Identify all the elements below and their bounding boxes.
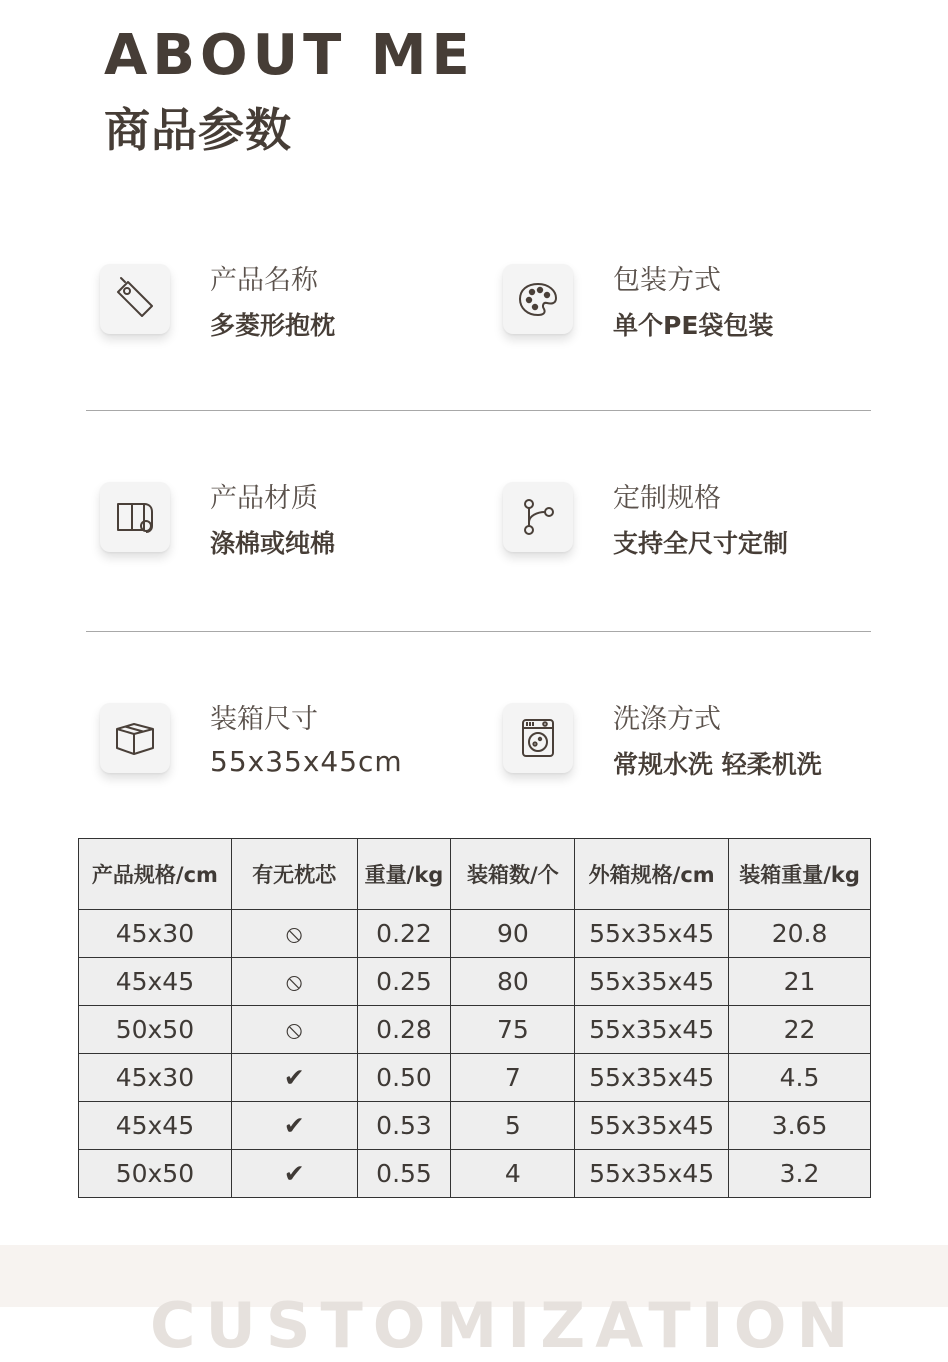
table-cell: 50x50: [79, 1006, 232, 1054]
spec-washing: [503, 703, 883, 803]
column-header: 产品规格/cm: [79, 839, 232, 910]
column-header: 外箱规格/cm: [575, 839, 729, 910]
table-cell: 55x35x45: [575, 1102, 729, 1150]
table-cell: 0.25: [357, 958, 451, 1006]
table-cell: 7: [451, 1054, 575, 1102]
table-cell: 3.65: [729, 1102, 871, 1150]
branch-icon: [503, 482, 573, 552]
spec-value: 55x35x45cm: [210, 745, 403, 778]
check-icon: ✔: [231, 1054, 357, 1102]
no-core-icon: ⦸: [231, 910, 357, 958]
box-icon: [100, 703, 170, 773]
table-cell: 55x35x45: [575, 1054, 729, 1102]
title-chinese: 商品参数: [104, 103, 292, 157]
spec-carton-size: [100, 703, 480, 803]
no-core-icon: ⦸: [231, 958, 357, 1006]
divider: [86, 631, 871, 632]
table-cell: 45x30: [79, 910, 232, 958]
spec-packaging: [503, 264, 883, 364]
table-cell: 0.50: [357, 1054, 451, 1102]
table-cell: 21: [729, 958, 871, 1006]
price-tag-icon: [100, 264, 170, 334]
table-cell: 45x30: [79, 1054, 232, 1102]
customization-banner: [0, 1245, 948, 1362]
spec-label: 产品材质: [210, 483, 318, 514]
washing-machine-icon: [503, 703, 573, 773]
table-cell: 90: [451, 910, 575, 958]
spec-label: 包装方式: [613, 265, 721, 296]
fabric-roll-icon: [100, 482, 170, 552]
table-cell: 22: [729, 1006, 871, 1054]
spec-label: 洗涤方式: [613, 704, 721, 735]
table-row: [79, 958, 871, 1006]
spec-value: 支持全尺寸定制: [613, 529, 789, 558]
table-cell: 0.53: [357, 1102, 451, 1150]
table-cell: 0.55: [357, 1150, 451, 1198]
no-core-icon: ⦸: [231, 1006, 357, 1054]
table-row: [79, 1150, 871, 1198]
column-header: 装箱数/个: [451, 839, 575, 910]
table-cell: 50x50: [79, 1150, 232, 1198]
spec-label: 装箱尺寸: [210, 704, 318, 735]
table-cell: 5: [451, 1102, 575, 1150]
palette-icon: [503, 264, 573, 334]
table-row: [79, 910, 871, 958]
spec-label: 定制规格: [613, 483, 721, 514]
table-cell: 55x35x45: [575, 1006, 729, 1054]
spec-value: 单个PE袋包装: [613, 311, 774, 340]
table-cell: 55x35x45: [575, 910, 729, 958]
table-cell: 45x45: [79, 958, 232, 1006]
table-cell: 4.5: [729, 1054, 871, 1102]
spec-label: 产品名称: [210, 265, 318, 296]
spec-value: 常规水洗 轻柔机洗: [613, 750, 822, 779]
divider: [86, 410, 871, 411]
spec-material: [100, 482, 480, 582]
check-icon: ✔: [231, 1102, 357, 1150]
table-cell: 20.8: [729, 910, 871, 958]
spec-value: 涤棉或纯棉: [210, 529, 336, 558]
table-cell: 80: [451, 958, 575, 1006]
spec-customization: [503, 482, 883, 582]
table-row: [79, 1102, 871, 1150]
table-row: [79, 1054, 871, 1102]
spec-value: 多菱形抱枕: [210, 311, 336, 340]
title-english: ABOUT ME: [104, 23, 475, 88]
table-cell: 55x35x45: [575, 958, 729, 1006]
spec-product-name: [100, 264, 480, 364]
table-cell: 55x35x45: [575, 1150, 729, 1198]
table-cell: 45x45: [79, 1102, 232, 1150]
table-cell: 3.2: [729, 1150, 871, 1198]
customization-heading: CUSTOMIZATION: [150, 1289, 859, 1362]
table-cell: 4: [451, 1150, 575, 1198]
table-cell: 0.22: [357, 910, 451, 958]
table-cell: 75: [451, 1006, 575, 1054]
check-icon: ✔: [231, 1150, 357, 1198]
column-header: 装箱重量/kg: [729, 839, 871, 910]
table-header-row: [79, 839, 871, 910]
table-row: [79, 1006, 871, 1054]
parameter-table: [78, 838, 871, 1198]
column-header: 有无枕芯: [231, 839, 357, 910]
table-cell: 0.28: [357, 1006, 451, 1054]
column-header: 重量/kg: [357, 839, 451, 910]
